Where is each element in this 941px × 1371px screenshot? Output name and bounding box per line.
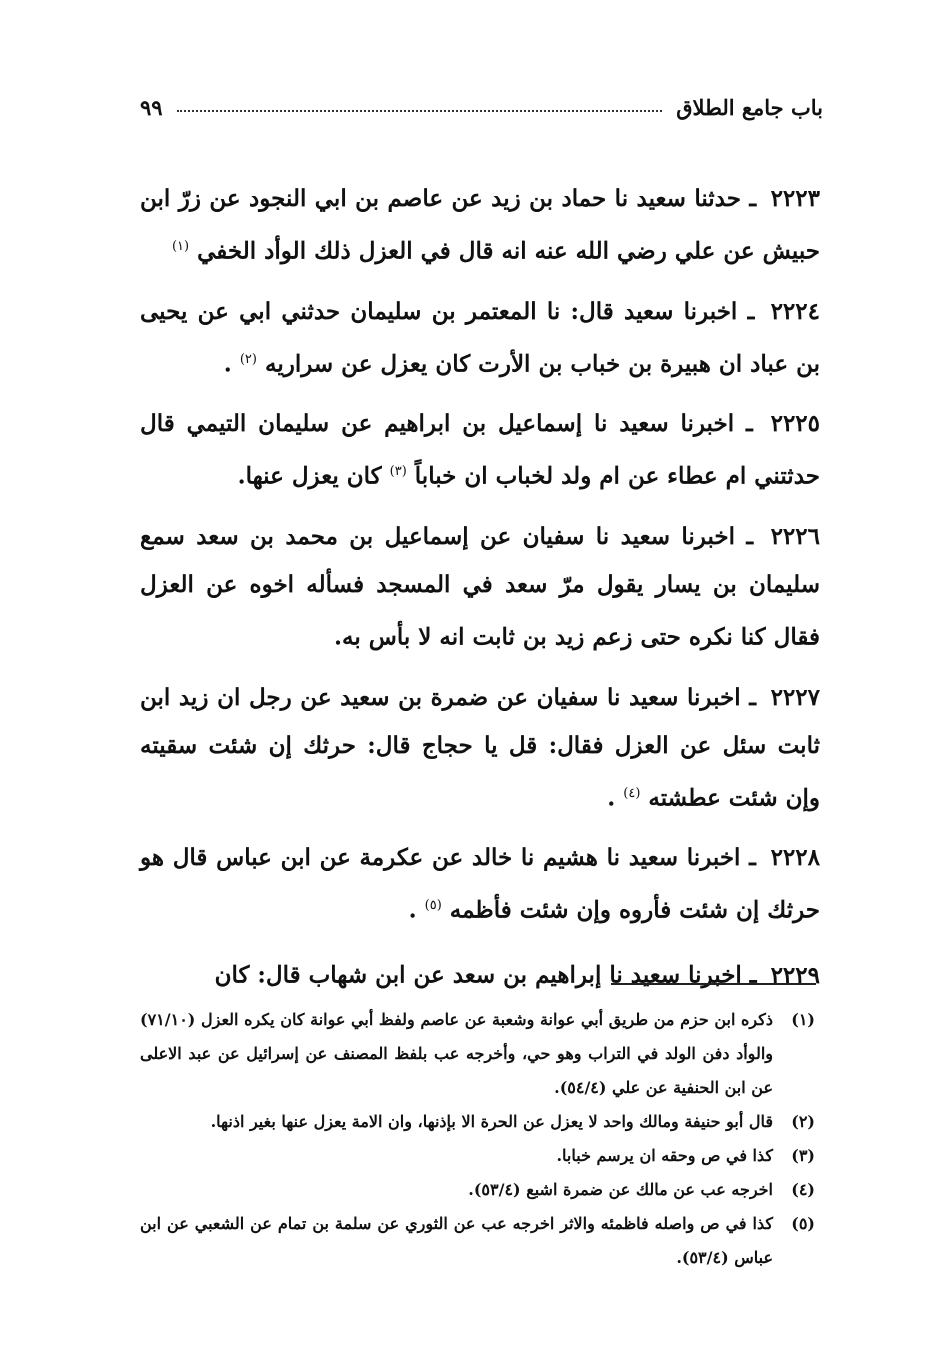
hadith-paragraph [140,288,820,389]
hadith-paragraph [140,400,820,501]
hadith-paragraph [140,674,820,823]
footnote-reference[interactable]: (١) [171,239,190,254]
hadith-number: ٢٢٢٦ [770,522,820,550]
chapter-title: باب جامع الطلاق [676,94,823,120]
hadith-number: ٢٢٢٧ [770,683,820,711]
hadith-paragraph [140,513,820,662]
hadith-text: ـ اخبرنا سعيد نا إبراهيم بن سعد عن ابن شهاب قال: كان [214,961,757,989]
hadith-text: ـ حدثنا سعيد نا حماد بن زيد عن عاصم بن ابي النجود عن زرّ ابن حبيش عن علي رضي الله عنه انه قال في العزل ذلك الوأد الخفي [140,185,820,265]
hadith-text: ـ اخبرنا سعيد نا سفيان عن ضمرة بن سعيد عن رجل ان زيد ابن ثابت سئل عن العزل فقال: قل يا حجاج قال: حرثك إن شئت سقيته وإن شئت عطشته [140,683,820,812]
footnote-reference[interactable]: (٥) [424,898,442,914]
footnote-item [140,1207,815,1275]
hadith-text: ـ اخبرنا سعيد قال: نا المعتمر بن سليمان حدثني ابي عن يحيى بن عباد ان هبيرة بن خباب بن الأرت كان يعزل عن سراريه [140,297,820,378]
hadith-paragraph [140,947,820,1000]
hadith-text: ـ اخبرنا سعيد نا هشيم نا خالد عن عكرمة عن ابن عباس قال هو حرثك إن شئت فأروه وإن شئت فأظمه [140,844,820,924]
page-number: ٩٩ [140,94,163,120]
hadith-text-tail: كان يعزل عنها. [237,462,382,490]
footnote-reference[interactable]: (٣) [389,464,407,480]
hadith-text: ـ اخبرنا سعيد نا سفيان عن إسماعيل بن محمد بن سعد سمع سليمان بن يسار يقول مرّ سعد في المسجد فسأله اخوه عن العزل فقال كنا نكره حتى زعم زيد بن ثابت انه لا بأس به. [140,522,820,651]
footnote-item [140,1105,815,1139]
footnote-text: ذكره ابن حزم من طريق أبي عوانة وشعبة عن عاصم ولفظ أبي عوانة كان يكره العزل (٧١/١٠) والوأد دفن الولد في التراب وهو حي، وأخرجه عب بلفظ المصنف عن إسرائيل عن عبد الاعلى عن ابن الحنفية عن علي (٥٤/٤). [140,1010,773,1097]
hadith-text: ـ اخبرنا سعيد نا إسماعيل بن ابراهيم عن سليمان التيمي قال حدثتني ام عطاء عن ام ولد لخباب ان خباباً [140,410,820,490]
hadith-text-tail: . [223,350,232,378]
footnote-text: كذا في ص وحقه ان يرسم خبابا. [556,1146,773,1165]
footnote-marker: (١) [791,1010,815,1029]
main-text [140,175,820,1012]
hadith-paragraph [140,834,820,935]
hadith-number: ٢٢٢٥ [770,410,821,438]
running-header [140,92,823,122]
footnote-marker: (٥) [791,1214,815,1233]
header-dotted-leader [177,110,663,112]
hadith-number: ٢٢٢٣ [770,185,820,212]
footnote-reference[interactable]: (٢) [239,351,257,367]
footnote-item [140,1173,815,1207]
footnote-item [140,1003,815,1105]
hadith-number: ٢٢٢٩ [770,961,820,989]
footnote-marker: (٢) [791,1112,815,1131]
footnote-marker: (٣) [791,1146,815,1165]
hadith-paragraph [140,175,820,276]
footnote-marker: (٤) [791,1180,815,1199]
footnote-text: كذا في ص واصله فاظمئه والاثر اخرجه عب عن الثوري عن سلمة بن تمام عن الشعبي عن ابن عباس (٥٣/٤). [140,1214,773,1267]
hadith-number: ٢٢٢٤ [770,297,820,325]
footnotes [140,1003,815,1275]
footnote-text: قال أبو حنيفة ومالك واحد لا يعزل عن الحرة الا بإذنها، وان الامة يعزل عنها بغير اذنها. [210,1112,773,1131]
hadith-number: ٢٢٢٨ [770,844,820,872]
footnote-text: اخرجه عب عن مالك عن ضمرة اشبع (٥٣/٤). [468,1180,773,1199]
hadith-text-tail: . [408,896,417,924]
footnote-item [140,1139,815,1173]
footnote-separator [611,983,816,985]
footnote-reference[interactable]: (٤) [623,785,641,801]
hadith-text-tail: . [607,784,616,812]
